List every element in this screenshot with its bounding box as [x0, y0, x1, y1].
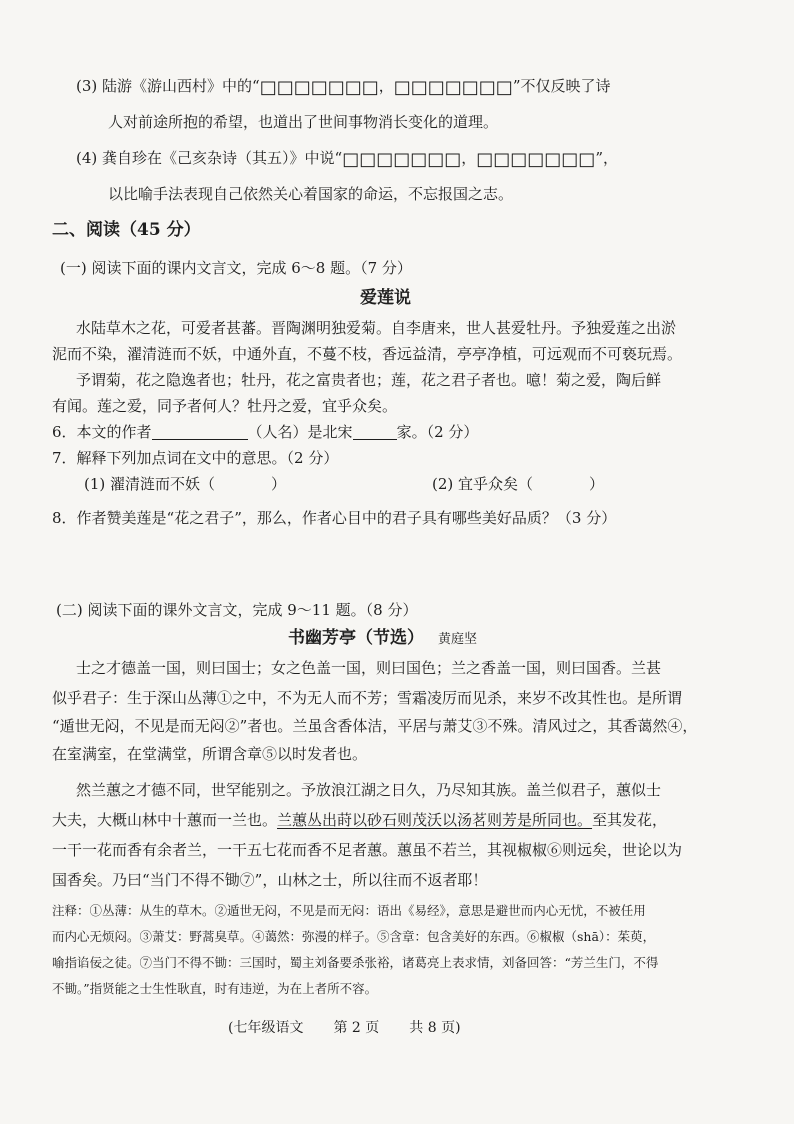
passage1-line: 予谓菊，花之隐逸者也；牡丹，花之富贵者也；莲，花之君子者也。噫！菊之爱，陶后鲜 [76, 371, 662, 389]
question-6: 6．本文的作者 （人名）是北宋 家。（2 分） [52, 423, 479, 441]
passage2-line: 国香矣。乃曰“当门不得不锄⑦”，山林之士，所以往而不返者耶！ [52, 871, 488, 889]
underlined-sentence: 兰蕙丛出莳以砂石则茂沃以汤茗则芳是所同也。 [277, 811, 593, 829]
q3-line1: (3) 陆游《游山西村》中的“□□□□□□□，□□□□□□□”不仅反映了诗 [76, 77, 611, 98]
passage1-title: 爱莲说 [360, 288, 411, 308]
annotation-line: 喻指谄佞之徒。⑦当门不得不锄：三国时，蜀主刘备要杀张裕，诸葛亮上表求情，刘备回答：“芳兰生门，不得 [52, 955, 659, 970]
annotation-line: 注释：①丛薄：从生的草木。②遁世无闷，不见是而无闷：语出《易经》，意思是避世而内心无忧，不被任用 [52, 903, 646, 918]
answer-boxes: □□□□□□□ [393, 77, 513, 98]
passage1-line: 水陆草木之花，可爱者甚蕃。晋陶渊明独爱菊。自李唐来，世人甚爱牡丹。予独爱莲之出淤 [76, 319, 677, 337]
passage1-line: 泥而不染，濯清涟而不妖，中通外直，不蔓不枝，香远益清，亭亭净植，可远观而不可亵玩焉。 [52, 345, 683, 363]
answer-boxes: □□□□□□□ [342, 149, 462, 170]
q4-line2: 以比喻手法表现自己依然关心着国家的命运，不忘报国之志。 [108, 185, 514, 203]
passage1-line: 有闻。莲之爱，同予者何人？牡丹之爱，宜乎众矣。 [52, 397, 398, 415]
passage2-line: 士之才德盖一国，则曰国士；女之色盖一国，则曰国色；兰之香盖一国，则曰国香。兰甚 [76, 659, 662, 677]
passage2-line: 一干一花而香有余者兰，一干五七花而香不足者蕙。蕙虽不若兰，其视椒椒⑥则远矣，世论以为 [52, 841, 683, 859]
question-8: 8．作者赞美莲是“花之君子”，那么，作者心目中的君子具有哪些美好品质？（3 分） [52, 509, 617, 527]
page-footer: (七年级语文 第 2 页 共 8 页) [228, 1020, 461, 1036]
passage2-author: 黄庭坚 [438, 632, 478, 647]
passage2-title: 书幽芳亭（节选） 黄庭坚 [288, 628, 478, 648]
passage2-line: 在室满室，在堂满堂，所谓含章⑤以时发者也。 [52, 745, 368, 763]
answer-boxes: □□□□□□□ [476, 149, 596, 170]
q3-line2: 人对前途所抱的希望，也道出了世间事物消长变化的道理。 [108, 113, 499, 131]
passage2-line: 似乎君子：生于深山丛薄①之中，不为无人而不芳；雪霜凌厉而见杀，来岁不改其性也。是所谓 [52, 689, 683, 707]
part2-intro: (二) 阅读下面的课外文言文，完成 9～11 题。（8 分） [56, 601, 418, 619]
question-7-1: (1) 濯清涟而不妖（ ） [84, 475, 287, 493]
passage2-line: 大夫，大概山林中十蕙而一兰也。兰蕙丛出莳以砂石则茂沃以汤茗则芳是所同也。至其发花， [52, 811, 668, 829]
answer-blank[interactable] [152, 423, 248, 440]
answer-boxes: □□□□□□□ [259, 77, 379, 98]
passage2-line: 然兰蕙之才德不同，世罕能别之。予放浪江湖之日久，乃尽知其族。盖兰似君子，蕙似士 [76, 781, 662, 799]
passage2-line: “遁世无闷，不见是而无闷②”者也。兰虽含香体洁，平居与萧艾③不殊。清风过之，其香蔼然④， [52, 717, 698, 735]
part1-intro: (一) 阅读下面的课内文言文，完成 6～8 题。（7 分） [60, 259, 412, 277]
section-heading: 二、阅读（45 分） [52, 220, 201, 240]
answer-blank[interactable] [353, 423, 397, 440]
question-7: 7．解释下列加点词在文中的意思。（2 分） [52, 449, 339, 467]
annotation-line: 而内心无烦闷。③萧艾：野蒿臭草。④蔼然：弥漫的样子。⑤含章：包含美好的东西。⑥椒椒（shā）：茱萸， [52, 929, 656, 944]
annotation-line: 不锄。”指贤能之士生性耿直，时有违逆，为在上者所不容。 [52, 981, 378, 996]
q4-line1: (4) 龚自珍在《己亥杂诗（其五）》中说“□□□□□□□，□□□□□□□”， [76, 149, 618, 170]
question-7-2: (2) 宜乎众矣（ ） [432, 475, 605, 493]
